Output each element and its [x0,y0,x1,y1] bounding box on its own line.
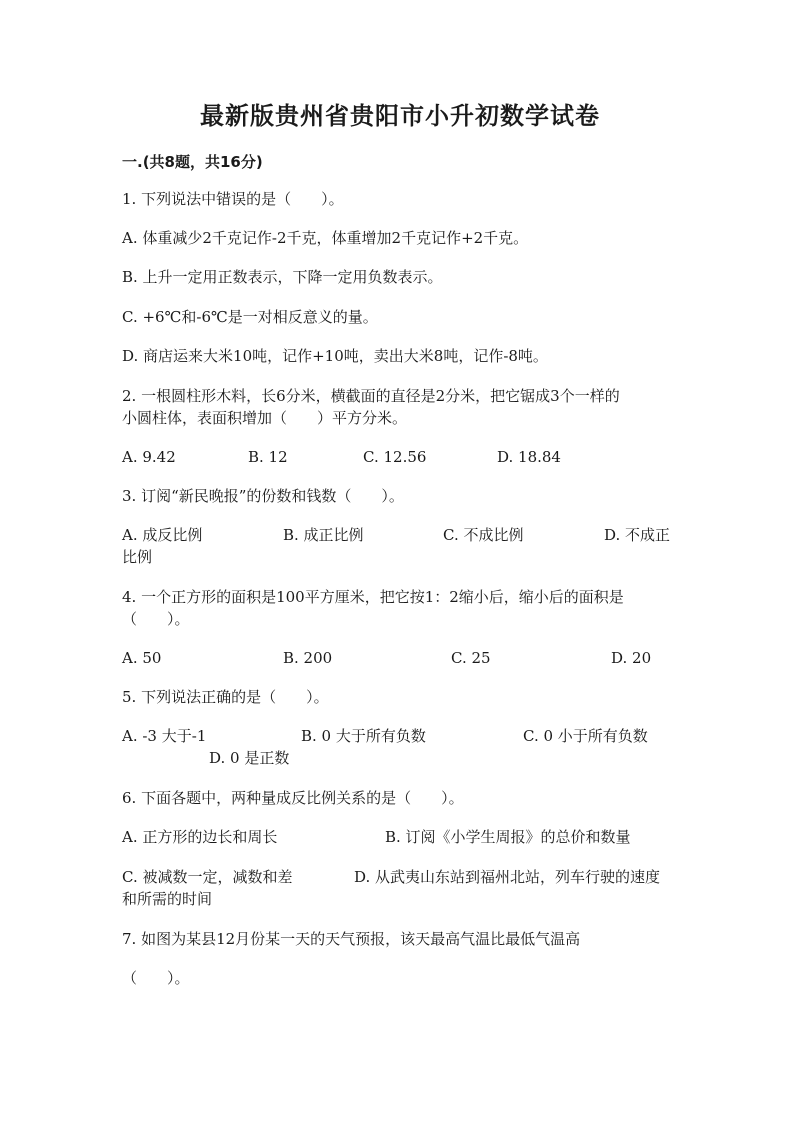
q3-option-d-continued: 比例 [122,548,153,566]
q5-option-d: D. 0 是正数 [209,749,290,767]
section-header: 一.(共8题，共16分) [122,153,263,171]
q3-option-a: A. 成反比例 [122,526,203,544]
q5-option-b: B. 0 大于所有负数 [301,727,426,745]
q2-option-c: C. 12.56 [363,448,427,466]
q5-option-a: A. -3 大于-1 [122,727,207,745]
q4-option-b: B. 200 [283,649,333,667]
q6-stem: 6. 下面各题中，两种量成反比例关系的是（ ）。 [122,789,464,807]
q5-stem: 5. 下列说法正确的是（ ）。 [122,688,329,706]
q6-option-a: A. 正方形的边长和周长 [122,828,278,846]
q4-option-c: C. 25 [451,649,491,667]
q1-option-b: B. 上升一定用正数表示，下降一定用负数表示。 [122,268,443,286]
page-title: 最新版贵州省贵阳市小升初数学试卷 [200,102,600,130]
q4-stem-line1: 4. 一个正方形的面积是100平方厘米，把它按1：2缩小后，缩小后的面积是 [122,588,624,606]
q2-stem-line1: 2. 一根圆柱形木料，长6分米，横截面的直径是2分米，把它锯成3个一样的 [122,387,620,405]
q1-stem: 1. 下列说法中错误的是（ ）。 [122,190,344,208]
q4-option-d: D. 20 [611,649,652,667]
q3-stem: 3. 订阅“新民晚报”的份数和钱数（ ）。 [122,487,404,505]
q6-option-d-continued: 和所需的时间 [122,890,213,908]
q7-stem-line2: （ ）。 [122,969,190,987]
q3-option-d: D. 不成正 [604,526,671,544]
q1-option-c: C. +6℃和-6℃是一对相反意义的量。 [122,308,378,326]
q1-option-d: D. 商店运来大米10吨，记作+10吨，卖出大米8吨，记作-8吨。 [122,347,548,365]
q2-option-d: D. 18.84 [497,448,561,466]
q3-option-c: C. 不成比例 [443,526,524,544]
q7-stem-line1: 7. 如图为某县12月份某一天的天气预报，该天最高气温比最低气温高 [122,930,581,948]
q5-option-c: C. 0 小于所有负数 [523,727,648,745]
q6-option-b: B. 订阅《小学生周报》的总价和数量 [385,828,631,846]
q3-option-b: B. 成正比例 [283,526,364,544]
q6-option-d: D. 从武夷山东站到福州北站，列车行驶的速度 [354,868,661,886]
q6-option-c: C. 被减数一定，减数和差 [122,868,293,886]
q2-option-b: B. 12 [248,448,288,466]
q4-stem-line2: （ ）。 [122,610,190,628]
q4-option-a: A. 50 [122,649,162,667]
q2-option-a: A. 9.42 [122,448,176,466]
q1-option-a: A. 体重减少2千克记作-2千克，体重增加2千克记作+2千克。 [122,229,529,247]
q2-stem-line2: 小圆柱体，表面积增加（ ）平方分米。 [122,409,408,427]
